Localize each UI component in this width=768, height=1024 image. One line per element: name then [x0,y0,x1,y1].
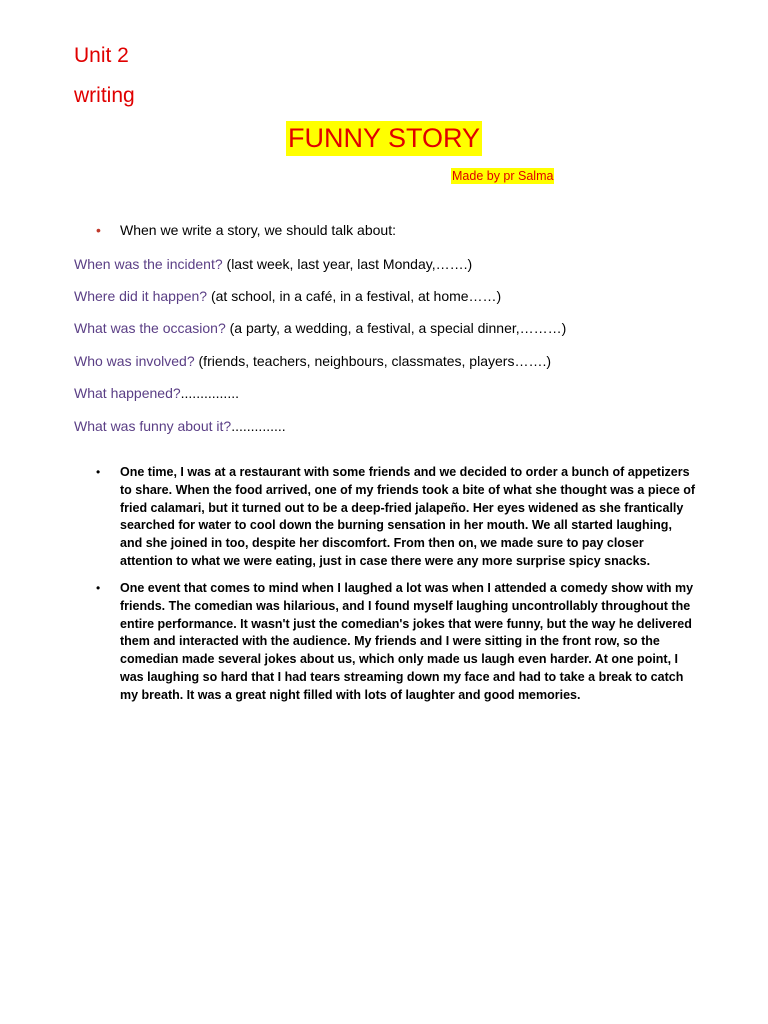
story-text: One time, I was at a restaurant with some friends and we decided to order a bunch of appetizers to share. When the food arrived, one of my friends took a bite of what she thought was a piece of fried calamari, but it turned out to be a deep-fried jalapeño. Her eyes widened as she frantically searched for water to cool down the burning sensation in her mouth. We all started laughing, and she joined in too, despite her discomfort. From then on, we made sure to pay closer attention to what we were eating, just in case there were any more surprise spicy snacks. [120,465,696,568]
question-examples: (friends, teachers, neighbours, classmates, players…….) [194,353,551,369]
story-paragraph [96,464,696,571]
question-examples: .............. [231,418,286,434]
question-line [74,288,501,304]
intro-text: When we write a story, we should talk about: [120,222,396,238]
question-line [74,256,472,272]
story-bullet: • [96,465,101,479]
question-line [74,385,239,401]
intro-bullet: • [96,222,101,238]
question-examples: (a party, a wedding, a festival, a special dinner,………) [225,320,567,336]
question-label: Who was involved? [74,353,195,369]
section-heading: writing [74,84,135,107]
story-text: One event that comes to mind when I laughed a lot was when I attended a comedy show with my friends. The comedian was hilarious, and I found myself laughing uncontrollably throughout the entire performance. It wasn't just the comedian's jokes that were funny, but the way he delivered them and interacted with the audience. My friends and I were sitting in the front row, so the comedian made several jokes about us, which only made us laugh even harder. At one point, I was laughing so hard that I had tears streaming down my face and had to take a break to catch my breath. It was a great night filled with lots of laughter and good memories. [120,581,694,702]
question-examples: ............... [180,385,239,401]
story-bullet: • [96,581,101,595]
title-container [0,121,768,156]
question-line [74,418,286,434]
question-label: What was the occasion? [74,320,226,336]
story-paragraph [96,580,696,705]
question-label: Where did it happen? [74,288,208,304]
question-line [74,353,551,369]
question-examples: (at school, in a café, in a festival, at home……) [207,288,502,304]
question-label: What was funny about it? [74,418,232,434]
question-examples: (last week, last year, last Monday,…….) [222,256,473,272]
unit-heading: Unit 2 [74,44,129,67]
question-line [74,320,566,336]
question-label: When was the incident? [74,256,223,272]
page-title: FUNNY STORY [286,121,482,156]
author-credit: Made by pr Salma [452,169,554,183]
question-label: What happened? [74,385,181,401]
